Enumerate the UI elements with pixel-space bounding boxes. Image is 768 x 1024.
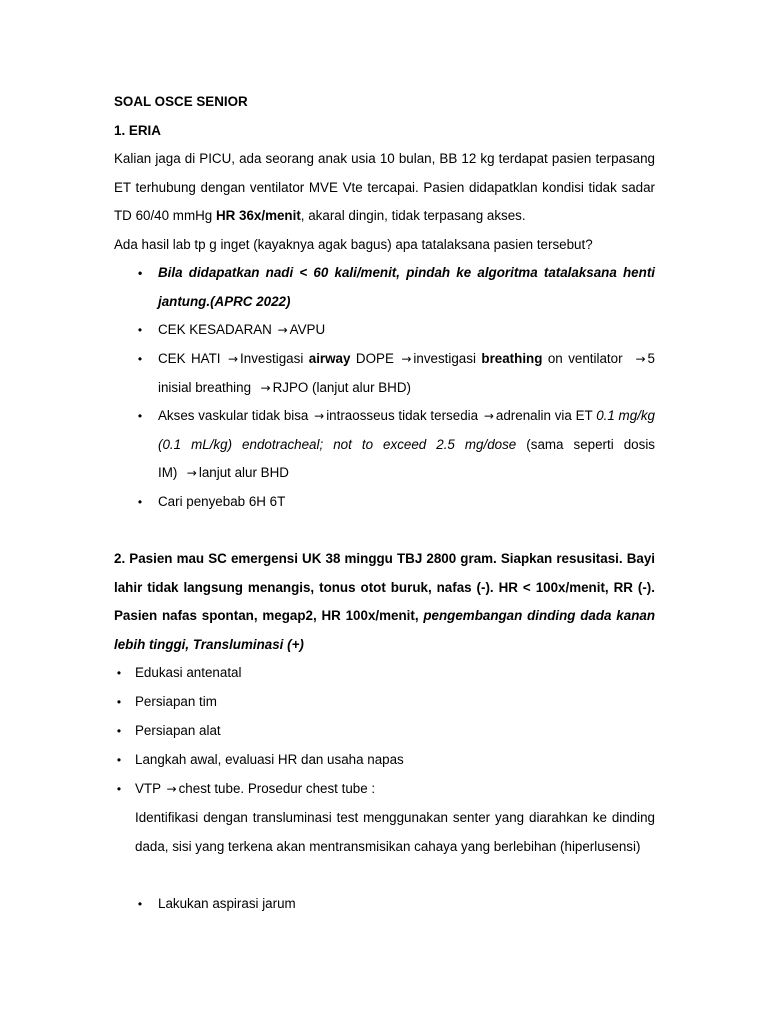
section-1-heading: 1. ERIA: [114, 123, 161, 138]
bullet-dot: •: [137, 323, 143, 337]
s2-sub-bullet: [137, 890, 655, 919]
s1-bullet-5: [137, 488, 655, 517]
s2-bullet-4: [116, 746, 655, 775]
s1-bullet-4-dose: 0.1 mg/kg (0.1 mL/kg) endotracheal; not to exceed 2.5 mg/dose: [158, 408, 656, 452]
s1-bullet-3-airway: airway: [308, 351, 351, 366]
s1-bullet-2: [137, 316, 655, 345]
s2-bullet-3-text: Persiapan alat: [135, 723, 221, 738]
s2-bullet-1-text: Edukasi antenatal: [135, 665, 242, 680]
s1-bullet-3-d: investigasi: [413, 351, 482, 366]
arrow-icon: →: [227, 352, 239, 366]
s1-bullet-4-e: lanjut alur BHD: [198, 465, 289, 481]
s2-sub-bullet-text: Lakukan aspirasi jarum: [158, 896, 296, 911]
s1-bullet-3-e: on ventilator: [542, 351, 623, 366]
document-title: SOAL OSCE SENIOR: [114, 94, 248, 109]
bullet-dot: •: [116, 666, 122, 680]
arrow-icon: →: [186, 466, 197, 481]
s1-bullet-2-b: AVPU: [289, 322, 326, 337]
s1-bullet-3-b: Investigasi: [240, 351, 309, 366]
arrow-icon: →: [314, 409, 325, 423]
s2-bullet-2: [116, 688, 655, 717]
s2-vtp-a: VTP: [135, 781, 161, 796]
section-2-bold-italic: pengembangan dinding dada kanan lebih tinggi, Transluminasi (+): [114, 608, 655, 652]
s2-identifikasi: Identifikasi dengan transluminasi test menggunakan senter yang diarahkan ke dinding dada, sisi yang terkena akan mentransmisikan cahaya yang berlebihan (hiperlusensi): [135, 810, 655, 854]
arrow-icon: →: [401, 352, 412, 366]
s1-bullet-2-a: CEK KESADARAN: [158, 322, 272, 337]
bullet-dot: •: [116, 724, 122, 738]
s1-bullet-3-a: CEK HATI: [158, 351, 221, 366]
s1-bullet-3-f: 5 inisial breathing: [158, 351, 655, 395]
arrow-icon: →: [483, 409, 494, 423]
s1-bullet-4-c: adrenalin via ET: [495, 408, 597, 423]
bullet-dot: •: [137, 352, 143, 366]
bullet-dot: •: [116, 753, 122, 767]
s2-bullet-3: [116, 717, 655, 746]
s2-bullet-vtp: [116, 775, 655, 804]
intro-text-2: , akaral dingin, tidak terpasang akses.: [300, 208, 526, 224]
section-1-question: Ada hasil lab tp g inget (kayaknya agak bagus) apa tatalaksana pasien tersebut?: [114, 237, 593, 252]
bullet-dot: •: [137, 495, 143, 509]
s1-bullet-3-breathing: breathing: [481, 351, 543, 366]
bullet-dot: •: [137, 897, 143, 911]
bullet-dot: •: [137, 266, 143, 280]
s2-bullet-2-text: Persiapan tim: [135, 694, 217, 709]
s1-bullet-4-a: Akses vaskular tidak bisa: [158, 408, 309, 423]
s1-bullet-4: [137, 402, 656, 488]
s1-bullet-1: [137, 259, 655, 316]
arrow-icon: →: [166, 782, 177, 796]
s1-bullet-3-g: RJPO (lanjut alur BHD): [272, 379, 411, 395]
arrow-icon: →: [260, 380, 271, 395]
arrow-icon: →: [635, 352, 646, 366]
bullet-dot: •: [116, 695, 122, 709]
section-2-bold: 2. Pasien mau SC emergensi UK 38 minggu TBJ 2800 gram. Siapkan resusitasi. Bayi lahir tidak langsung menangis, tonus otot buruk, nafas (-). HR < 100x/menit, RR (-). Pasien nafas spontan, megap2, HR 100x/menit,: [114, 551, 655, 624]
s1-bullet-4-b: intraosseus tidak tersedia: [326, 408, 479, 423]
bullet-dot: •: [116, 782, 122, 796]
s1-bullet-4-d: (sama seperti dosis IM): [158, 436, 655, 481]
s1-bullet-3-c: DOPE: [350, 351, 394, 366]
s2-vtp-b: chest tube. Prosedur chest tube :: [178, 781, 376, 796]
s1-bullet-5-text: Cari penyebab 6H 6T: [158, 494, 286, 509]
s1-bullet-1-text: Bila didapatkan nadi < 60 kali/menit, pindah ke algoritma tatalaksana henti jantung.(APRC 2022): [158, 265, 655, 309]
s2-bullet-4-text: Langkah awal, evaluasi HR dan usaha napas: [135, 752, 404, 767]
s1-bullet-3: [137, 345, 655, 402]
section-1-intro: [114, 145, 655, 231]
intro-text-1: Kalian jaga di PICU, ada seorang anak usia 10 bulan, BB 12 kg terdapat pasien terpasang ET terhubung dengan ventilator MVE Vte tercapai. Pasien didapatklan kondisi tidak sadar TD 60/40 mmHg: [114, 151, 655, 224]
bullet-dot: •: [137, 409, 143, 423]
s2-bullet-1: [116, 659, 655, 688]
arrow-icon: →: [277, 323, 288, 337]
section-2-text: [114, 545, 655, 659]
intro-hr-bold: HR 36x/menit: [215, 208, 301, 224]
